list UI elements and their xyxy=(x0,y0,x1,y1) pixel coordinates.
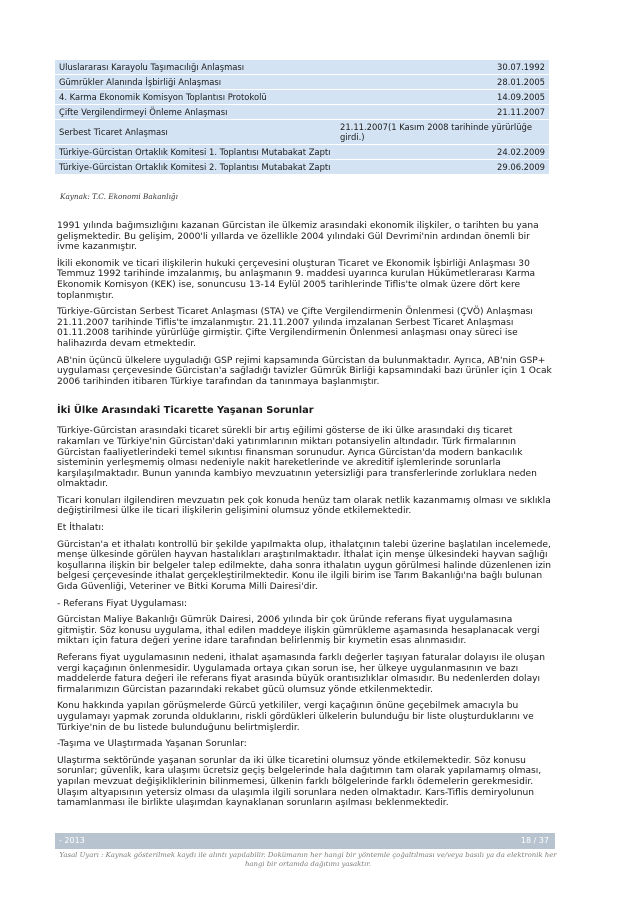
paragraph: Gürcistan'a et ithalatı kontrollü bir şekilde yapılmakta olup, ithalatçının talebi üzerine başlatılan incelemede, menşe ülkesinde görülen hayvan hastalıkları araştırılmaktadır. İthalat için menşe ülkesindeki hayvan sağlığı koşullarına ilişkin bir belgeler talep edilmekte, daha sonra ithalatın uygun görülmesi halinde düzenlenen izin belgesi çerçevesinde ithalat gerçekleştirilmektedir. Konu ile ilgili birim ise Tarım Bakanlığı'na bağlı bulunan Gıda Güvenliği, Veteriner ve Bitki Koruma Milli Dairesi'dir. xyxy=(57,539,552,593)
table-row xyxy=(55,75,549,89)
paragraph: Türkiye-Gürcistan arasındaki ticaret sürekli bir artış eğilimi gösterse de iki ülke arasındaki dış ticaret rakamları ve Türkiye'nin Gürcistan'daki yatırımlarının miktarı potansiyelin altındadır. Türk firmalarının Gürcistan faaliyetlerindeki temel sıkıntısı finansman sorunudur. Ayrıca Gürcistan'da modern bankacılık sisteminin yerleşmemiş olması nedeniyle nakit hareketlerinde ve akreditif işlemlerinde sorunlarla karşılaşılmaktadır. Bunun yanında kambiyo mevzuatının yetersizliği para transferlerinde zorluklara neden olmaktadır. xyxy=(57,426,537,490)
agreement-date: 30.07.1992 xyxy=(336,60,549,74)
footer-year: - 2013 xyxy=(59,836,85,845)
agreement-date: 24.02.2009 xyxy=(336,145,549,159)
article-body xyxy=(57,221,553,815)
agreement-name: Türkiye-Gürcistan Ortaklık Komitesi 1. Toplantısı Mutabakat Zaptı xyxy=(55,145,336,159)
paragraph: İkili ekonomik ve ticari ilişkilerin hukuki çerçevesini oluşturan Ticaret ve Ekonomik İşbirliği Anlaşması 30 Temmuz 1992 tarihinde imzalanmış, bu anlaşmanın 9. maddesi uyarınca kurulan Hükümetlerarası Karma Ekonomik Komisyon (KEK) ise, sonuncusu 13-14 Eylül 2005 tarihlerinde Tiflis'te olmak üzere dört kere toplanmıştır. xyxy=(57,258,536,301)
agreement-date: 14.09.2005 xyxy=(336,90,549,104)
agreement-name: Uluslararası Karayolu Taşımacılığı Anlaşması xyxy=(55,60,336,74)
table-row xyxy=(55,60,549,74)
agreement-name: Serbest Ticaret Anlaşması xyxy=(55,120,336,144)
legal-disclaimer: Yasal Uyarı : Kaynak gösterilmek kaydı ile alıntı yapılabilir. Dokümanın her hangi bir yöntemle çoğaltılması ve/veya basılı ya da elektronik her hangi bir ortamda dağıtımı yasaktır. xyxy=(59,851,557,868)
agreement-date: 21.11.2007 xyxy=(336,105,549,119)
table-row xyxy=(55,160,549,174)
subheading: - Referans Fiyat Uygulaması: xyxy=(57,598,188,609)
agreement-date: 29.06.2009 xyxy=(336,160,549,174)
paragraph: Ulaştırma sektöründe yaşanan sorunlar da iki ülke ticaretini olumsuz yönde etkilemektedir. Söz konusu sorunlar; güvenlik, kara ulaşımı ücretsiz geçiş belgelerinde hala dağıtımın tam olarak yapılamamış olması, yapılan mevzuat değişikliklerinin bilinmemesi, ülkenin farklı bölgelerinde farklı ödemelerin gerekmesidir. Ulaşım altyapısının yetersiz olması da ulaşımla ilgili sorunlara neden olmaktadır. Kars-Tiflis demiryolunun tamamlanması ile birlikte ulaşımdan kaynaklanan sorunların aşılması beklenmektedir. xyxy=(57,755,542,809)
paragraph: Referans fiyat uygulamasının nedeni, ithalat aşamasında farklı değerler taşıyan faturalar dolayısı ile oluşan vergi kaçağının önlenmesidir. Uygulamada ortaya çıkan sorun ise, her ülkeye uygulanmasının ve bazı maddelerde fatura değeri ile referans fiyat arasında büyük orantısızlıklar olmasıdır. Bu nedenlerden dolayı firmalarımızın Gürcistan pazarındaki rekabet gücü olumsuz yönde etkilenmektedir. xyxy=(57,653,545,695)
paragraph: AB'nin üçüncü ülkelere uyguladığı GSP rejimi kapsamında Gürcistan da bulunmaktadır. Ayrıca, AB'nin GSP+ uygulaması çerçevesinde Gürcistan'a sağladığı tavizler Gümrük Birliği kapsamındaki bazı ürünler için 1 Ocak 2006 tarihinden itibaren Türkiye tarafından da tanınmaya başlanmıştır. xyxy=(57,355,552,387)
subheading: Et İthalatı: xyxy=(57,523,105,534)
table-row xyxy=(55,90,549,104)
paragraph: Ticari konuları ilgilendiren mevzuatın pek çok konuda henüz tam olarak netlik kazanmamış olması ve sıklıkla değiştirilmesi ülke ile ticari ilişkilerin gelişimini olumsuz yönde etkilemektedir. xyxy=(57,495,551,517)
agreement-date: 21.11.2007(1 Kasım 2008 tarihinde yürürlüğe girdi.) xyxy=(336,120,549,144)
table-source: Kaynak: T.C. Ekonomi Bakanlığı xyxy=(60,192,178,201)
paragraph: Gürcistan Maliye Bakanlığı Gümrük Dairesi, 2006 yılında bir çok üründe referans fiyat uygulamasına gitmiştir. Söz konusu uygulama, ithal edilen maddeye ilişkin gümrükleme aşamasında hesaplanacak vergi miktarı için fatura değeri yerine idare tarafından belirlenmiş bir kıymetin esas alınmasıdır. xyxy=(57,615,540,647)
agreement-name: Çifte Vergilendirmeyi Önleme Anlaşması xyxy=(55,105,336,119)
agreements-table xyxy=(55,59,549,175)
table-row xyxy=(55,120,549,144)
page-number: 18 / 37 xyxy=(520,836,549,845)
agreement-name: Türkiye-Gürcistan Ortaklık Komitesi 2. Toplantısı Mutabakat Zaptı xyxy=(55,160,336,174)
subheading: -Taşıma ve Ulaştırmada Yaşanan Sorunlar: xyxy=(57,739,247,750)
agreement-name: 4. Karma Ekonomik Komisyon Toplantısı Protokolü xyxy=(55,90,336,104)
agreement-name: Gümrükler Alanında İşbirliği Anlaşması xyxy=(55,75,336,89)
page-footer xyxy=(55,833,555,849)
paragraph: 1991 yılında bağımsızlığını kazanan Gürcistan ile ülkemiz arasındaki ekonomik ilişkiler, o tarihten bu yana gelişmektedir. Bu gelişim, 2000'li yıllarda ve özellikle 2004 yılındaki Gül Devrimi'nin ardından önemli bir ivme kazanmıştır. xyxy=(57,221,539,253)
table-row xyxy=(55,105,549,119)
section-heading: İki Ülke Arasındaki Ticarette Yaşanan Sorunlar xyxy=(57,405,314,417)
paragraph: Konu hakkında yapılan görüşmelerde Gürcü yetkililer, vergi kaçağının önüne geçebilmek amacıyla bu uygulamayı yapmak zorunda olduklarını, riskli gördükleri ülkelerin bulunduğu bir liste oluşturduklarını ve Türkiye'nin de bu listede bulunduğunu belirtmişlerdir. xyxy=(57,701,534,733)
paragraph: Türkiye-Gürcistan Serbest Ticaret Anlaşması (STA) ve Çifte Vergilendirmenin Önlenmesi (ÇVÖ) Anlaşması 21.11.2007 tarihinde Tiflis'te imzalanmıştır. 21.11.2007 yılında imzalanan Serbest Ticaret Anlaşması 01.11.2008 tarihinde yürürlüğe girmiştir. Çifte Vergilendirmenin Önlenmesi anlaşması onay süreci ise halihazırda devam etmektedir. xyxy=(57,307,533,349)
table-row xyxy=(55,145,549,159)
agreement-date: 28.01.2005 xyxy=(336,75,549,89)
